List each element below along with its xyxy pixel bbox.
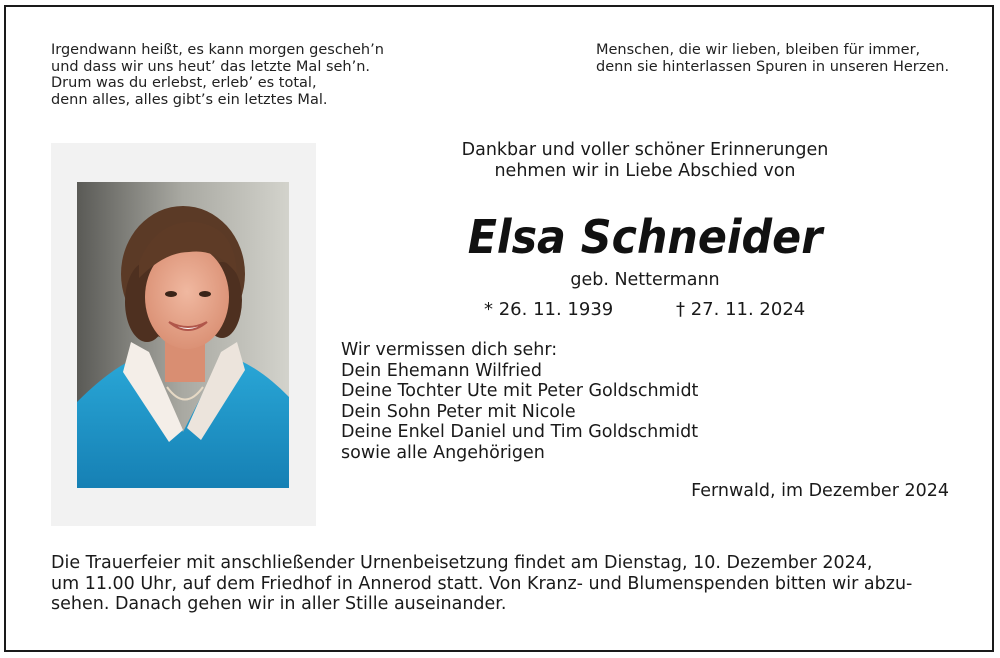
- poem-line: und dass wir uns heut’ das letzte Mal seh’n.: [51, 58, 371, 75]
- poem-line: denn alles, alles gibt’s ein letztes Mal.: [51, 91, 328, 108]
- poem-right: [596, 42, 949, 75]
- mourners-line: Deine Enkel Daniel und Tim Goldschmidt: [341, 422, 699, 442]
- poem-line: Drum was du erlebst, erleb’ es total,: [51, 75, 317, 91]
- notice-line: sehen. Danach gehen wir in aller Stille auseinander.: [51, 594, 507, 614]
- notice-line: um 11.00 Uhr, auf dem Friedhof in Annerod statt. Von Kranz- und Blumenspenden bitten wir abzu-: [51, 573, 913, 594]
- birth-date: * 26. 11. 1939: [484, 299, 614, 320]
- poem-line: Menschen, die wir lieben, bleiben für immer,: [596, 42, 921, 58]
- poem-line: Irgendwann heißt, es kann morgen gescheh’n: [51, 42, 384, 58]
- portrait-photo: [77, 182, 289, 488]
- death-date: † 27. 11. 2024: [676, 299, 806, 320]
- notice-line: Die Trauerfeier mit anschließender Urnenbeisetzung findet am Dienstag, 10. Dezember 2024,: [51, 553, 873, 573]
- maiden-name: geb. Nettermann: [570, 270, 720, 290]
- poem-left: [51, 42, 384, 108]
- mourners-line: Deine Tochter Ute mit Peter Goldschmidt: [341, 381, 699, 401]
- mourners-line: Wir vermissen dich sehr:: [341, 340, 558, 360]
- deceased-name: Elsa Schneider: [467, 210, 823, 264]
- funeral-notice: [51, 553, 912, 615]
- mourners-line: Dein Ehemann Wilfried: [341, 360, 542, 381]
- intro-line: Dankbar und voller schöner Erinnerungen: [461, 140, 829, 160]
- place-date: Fernwald, im Dezember 2024: [691, 481, 949, 501]
- intro-line: nehmen wir in Liebe Abschied von: [494, 161, 796, 181]
- intro-text: [420, 140, 870, 182]
- mourners-line: Dein Sohn Peter mit Nicole: [341, 401, 576, 422]
- mourners-list: [341, 340, 698, 463]
- mourners-line: sowie alle Angehörigen: [341, 442, 545, 463]
- poem-line: denn sie hinterlassen Spuren in unseren Herzen.: [596, 58, 950, 75]
